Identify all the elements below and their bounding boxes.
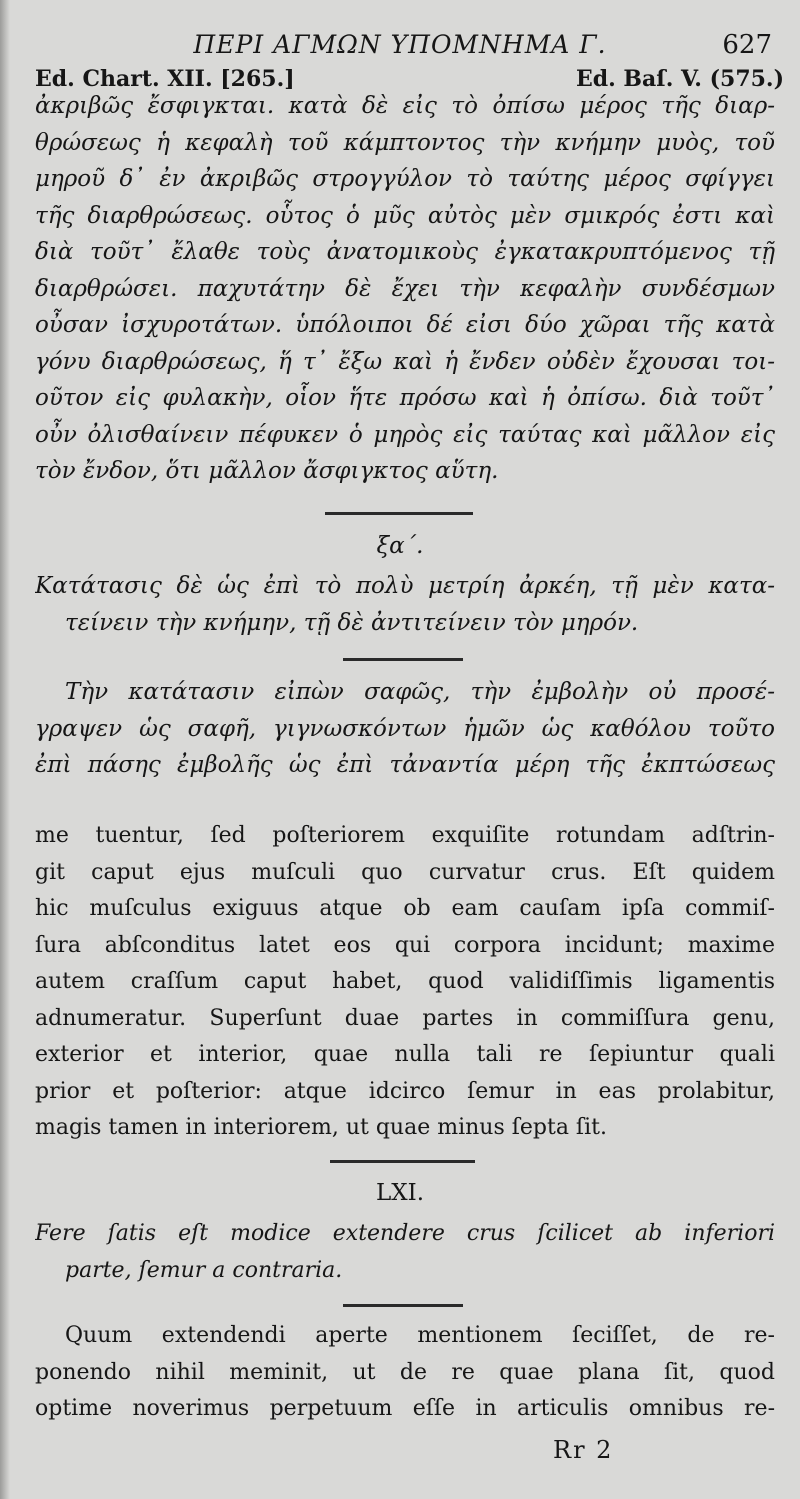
text-line: Quum extendendi aperte mentionem ſeciſſet, de re- <box>65 1323 775 1348</box>
latin-aphorism <box>35 1216 775 1289</box>
text-line: ἀκριβῶς ἔσφιγκται. κατὰ δὲ εἰς τὸ ὀπίσω μέρος τῆς διαρ- <box>35 93 775 119</box>
text-line: τὸν ἔνδον, ὅτι μᾶλλον ἄσφιγκτος αὕτη. <box>35 458 499 484</box>
signature-mark: Rr 2 <box>553 1436 614 1464</box>
text-line: μηροῦ δ᾽ ἐν ἀκριβῶς στρογγύλον τὸ ταύτης μέρος σφίγγει <box>35 166 775 192</box>
section-rule <box>325 512 473 515</box>
edition-reference-chart: Ed. Chart. XII. [265.] <box>35 66 295 92</box>
section-rule <box>330 1160 475 1163</box>
text-line: autem craſſum caput habet, quod validiſſimis ligamentis <box>35 969 775 994</box>
text-line: magis tamen in interiorem, ut quae minus ſepta ſit. <box>35 1115 607 1140</box>
text-line: adnumeratur. Superſunt duae partes in commiſſura genu, <box>35 1005 775 1031</box>
text-line: optime noverimus perpetuum eſſe in articulis omnibus re- <box>35 1396 775 1421</box>
text-line: ἐπὶ πάσης ἐμβολῆς ὡς ἐπὶ τἀναντία μέρη τῆς ἐκπτώσεως <box>35 752 775 778</box>
text-line: exterior et interior, quae nulla tali re ſepiuntur quali <box>35 1042 775 1067</box>
text-line: parte, ſemur a contraria. <box>65 1257 343 1283</box>
text-line: hic muſculus exiguus atque ob eam cauſam ipſa commiſ- <box>35 896 775 921</box>
text-line: Τὴν κατάτασιν εἰπὼν σαφῶς, τὴν ἐμβολὴν οὐ προσέ- <box>65 679 775 705</box>
text-line: Κατάτασις δὲ ὡς ἐπὶ τὸ πολὺ μετρίη ἀρκέη, τῇ μὲν κατα- <box>35 573 775 599</box>
text-line: prior et poſterior: atque idcirco ſemur in eas prolabitur, <box>35 1078 775 1104</box>
running-head: ΠΕΡΙ ΑΓΜΩΝ ΥΠΟΜΝΗΜΑ Γ. <box>193 30 607 59</box>
text-line: γόνυ διαρθρώσεως, ἥ τ᾽ ἔξω καὶ ἡ ἔνδεν οὐδὲν ἔχουσαι τοι- <box>35 348 775 375</box>
text-line: Fere ſatis eſt modice extendere crus ſcilicet ab inferiori <box>35 1221 775 1246</box>
greek-paragraph <box>35 88 775 490</box>
text-line: οὖν ὀλισθαίνειν πέφυκεν ὁ μηρὸς εἰς ταύτας καὶ μᾶλλον εἰς <box>35 421 775 448</box>
text-line: θρώσεως ἡ κεφαλὴ τοῦ κάμπτοντος τὴν κνήμην μυὸς, τοῦ <box>35 129 775 156</box>
page-number: 627 <box>722 30 772 60</box>
greek-aphorism <box>35 568 775 641</box>
text-line: διαρθρώσει. παχυτάτην δὲ ἔχει τὴν κεφαλὴν συνδέσμων <box>35 275 775 302</box>
text-line: me tuentur, ſed poſteriorem exquiſite rotundam adſtrin- <box>35 823 775 848</box>
text-line: οὖσαν ἰσχυροτάτων. ὑπόλοιποι δέ εἰσι δύο χῶραι τῆς κατὰ <box>35 312 775 338</box>
text-line: γραψεν ὡς σαφῆ, γιγνωσκόντων ἡμῶν ὡς καθόλου τοῦτο <box>35 715 775 742</box>
greek-section-number: ξα΄. <box>376 533 424 559</box>
latin-commentary <box>35 1318 775 1428</box>
text-line: ponendo nihil meminit, ut de re quae plana ſit, quod <box>35 1359 775 1385</box>
edition-reference-basel: Ed. Baſ. V. (575.) <box>575 66 784 92</box>
text-line: τείνειν τὴν κνήμην, τῇ δὲ ἀντιτείνειν τὸν μηρόν. <box>65 609 639 636</box>
latin-paragraph <box>35 818 775 1147</box>
latin-section-number: LXI. <box>375 1180 425 1206</box>
section-rule <box>343 1304 463 1307</box>
greek-commentary <box>35 674 775 784</box>
text-line: git caput ejus muſculi quo curvatur crus. Eſt quidem <box>35 859 775 885</box>
text-line: διὰ τοῦτ᾽ ἔλαθε τοὺς ἀνατομικοὺς ἐγκατακρυπτόμενος τῇ <box>35 239 775 265</box>
section-rule <box>343 658 463 661</box>
text-line: οῦτον εἰς φυλακὴν, οἷον ἥτε πρόσω καὶ ἡ ὀπίσω. διὰ τοῦτ᾽ <box>35 385 775 411</box>
text-line: ſura abſconditus latet eos qui corpora incidunt; maxime <box>35 932 775 958</box>
text-line: τῆς διαρθρώσεως. οὗτος ὁ μῦς αὐτὸς μὲν σμικρός ἐστι καὶ <box>35 202 775 229</box>
